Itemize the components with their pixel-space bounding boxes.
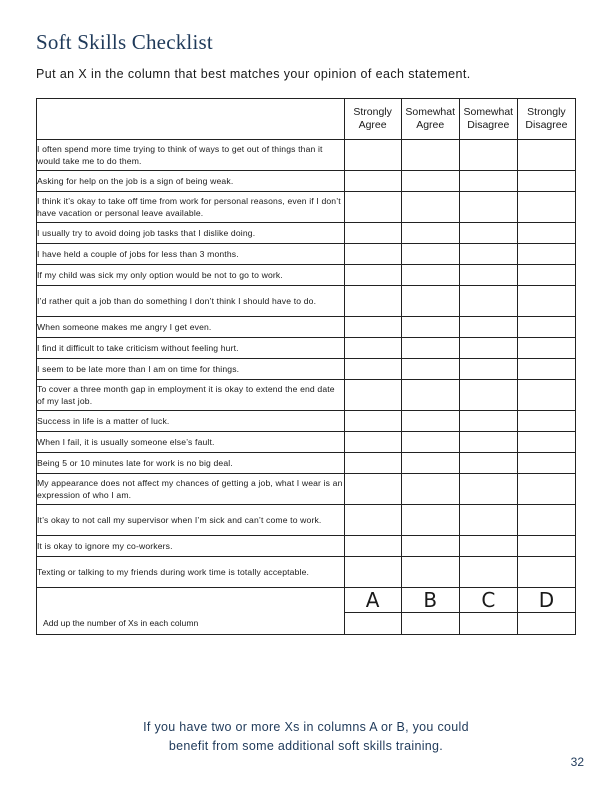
checkbox-cell[interactable] xyxy=(401,432,459,453)
statement-text: I find it difficult to take criticism without feeling hurt. xyxy=(37,338,345,359)
statement-text: I think it’s okay to take off time from work for personal reasons, even if I don’t have vacation or personal leave available. xyxy=(37,192,345,223)
column-letter-a: A xyxy=(344,588,401,613)
table-row xyxy=(37,244,576,265)
checkbox-cell[interactable] xyxy=(459,536,517,557)
checkbox-cell[interactable] xyxy=(459,359,517,380)
checkbox-cell[interactable] xyxy=(459,432,517,453)
checkbox-cell[interactable] xyxy=(459,453,517,474)
table-row xyxy=(37,223,576,244)
checkbox-cell[interactable] xyxy=(401,317,459,338)
statement-text: It is okay to ignore my co-workers. xyxy=(37,536,345,557)
column-header-strongly-disagree: Strongly Disagree xyxy=(517,99,575,140)
checkbox-cell[interactable] xyxy=(344,286,401,317)
statement-text: To cover a three month gap in employment it is okay to extend the end date of my last job. xyxy=(37,380,345,411)
column-header-somewhat-disagree: Somewhat Disagree xyxy=(459,99,517,140)
checkbox-cell[interactable] xyxy=(459,171,517,192)
total-cell-a[interactable] xyxy=(344,613,401,635)
statement-text: I often spend more time trying to think of ways to get out of things than it would take me to do them. xyxy=(37,140,345,171)
checkbox-cell[interactable] xyxy=(401,453,459,474)
checkbox-cell[interactable] xyxy=(517,536,575,557)
checkbox-cell[interactable] xyxy=(517,192,575,223)
checkbox-cell[interactable] xyxy=(459,338,517,359)
checkbox-cell[interactable] xyxy=(517,505,575,536)
checkbox-cell[interactable] xyxy=(517,223,575,244)
checkbox-cell[interactable] xyxy=(517,171,575,192)
checkbox-cell[interactable] xyxy=(344,192,401,223)
table-row xyxy=(37,359,576,380)
checkbox-cell[interactable] xyxy=(459,505,517,536)
table-row xyxy=(37,380,576,411)
checkbox-cell[interactable] xyxy=(517,432,575,453)
table-row xyxy=(37,557,576,588)
column-letter-d: D xyxy=(517,588,575,613)
checkbox-cell[interactable] xyxy=(401,536,459,557)
checkbox-cell[interactable] xyxy=(344,432,401,453)
checkbox-cell[interactable] xyxy=(344,244,401,265)
checkbox-cell[interactable] xyxy=(459,411,517,432)
statement-text: I seem to be late more than I am on time for things. xyxy=(37,359,345,380)
table-row xyxy=(37,265,576,286)
statement-text: When I fail, it is usually someone else’s fault. xyxy=(37,432,345,453)
statement-text: I’d rather quit a job than do something I don’t think I should have to do. xyxy=(37,286,345,317)
table-row xyxy=(37,171,576,192)
column-header-strongly-agree: Strongly Agree xyxy=(344,99,401,140)
table-row xyxy=(37,536,576,557)
statement-column-header xyxy=(37,99,345,140)
training-note xyxy=(0,718,612,756)
column-letter-c: C xyxy=(459,588,517,613)
checkbox-cell[interactable] xyxy=(517,380,575,411)
checkbox-cell[interactable] xyxy=(517,557,575,588)
checkbox-cell[interactable] xyxy=(401,474,459,505)
checkbox-cell[interactable] xyxy=(344,359,401,380)
checkbox-cell[interactable] xyxy=(459,286,517,317)
table-row xyxy=(37,140,576,171)
total-cell-d[interactable] xyxy=(517,613,575,635)
statement-text: Asking for help on the job is a sign of being weak. xyxy=(37,171,345,192)
table-row xyxy=(37,474,576,505)
statement-text: I usually try to avoid doing job tasks that I dislike doing. xyxy=(37,223,345,244)
column-letter-row xyxy=(37,588,576,613)
checkbox-cell[interactable] xyxy=(517,317,575,338)
checkbox-cell[interactable] xyxy=(401,557,459,588)
checkbox-cell[interactable] xyxy=(517,140,575,171)
table-row xyxy=(37,505,576,536)
checkbox-cell[interactable] xyxy=(344,265,401,286)
checkbox-cell[interactable] xyxy=(517,411,575,432)
checkbox-cell[interactable] xyxy=(344,557,401,588)
checkbox-cell[interactable] xyxy=(401,338,459,359)
table-row xyxy=(37,453,576,474)
checkbox-cell[interactable] xyxy=(517,286,575,317)
page-title: Soft Skills Checklist xyxy=(36,30,213,54)
checkbox-cell[interactable] xyxy=(401,411,459,432)
checkbox-cell[interactable] xyxy=(344,338,401,359)
checkbox-cell[interactable] xyxy=(344,171,401,192)
checkbox-cell[interactable] xyxy=(401,380,459,411)
checkbox-cell[interactable] xyxy=(517,474,575,505)
checkbox-cell[interactable] xyxy=(344,411,401,432)
checkbox-cell[interactable] xyxy=(517,244,575,265)
checkbox-cell[interactable] xyxy=(401,359,459,380)
table-row xyxy=(37,286,576,317)
checkbox-cell[interactable] xyxy=(344,474,401,505)
checkbox-cell[interactable] xyxy=(401,140,459,171)
statement-text: If my child was sick my only option would be not to go to work. xyxy=(37,265,345,286)
page-number: 32 xyxy=(570,755,584,769)
checkbox-cell[interactable] xyxy=(344,505,401,536)
column-letter-b: B xyxy=(401,588,459,613)
statement-text: I have held a couple of jobs for less than 3 months. xyxy=(37,244,345,265)
statement-text: Being 5 or 10 minutes late for work is no big deal. xyxy=(37,453,345,474)
checklist-table xyxy=(36,98,576,635)
instruction-text: Put an X in the column that best matches your opinion of each statement. xyxy=(36,67,471,81)
checkbox-cell[interactable] xyxy=(401,286,459,317)
checkbox-cell[interactable] xyxy=(401,265,459,286)
checkbox-cell[interactable] xyxy=(401,223,459,244)
checkbox-cell[interactable] xyxy=(459,317,517,338)
checkbox-cell[interactable] xyxy=(344,453,401,474)
checkbox-cell[interactable] xyxy=(517,338,575,359)
checkbox-cell[interactable] xyxy=(459,223,517,244)
training-note-line2: benefit from some additional soft skills training. xyxy=(168,739,444,753)
checkbox-cell[interactable] xyxy=(344,223,401,244)
checkbox-cell[interactable] xyxy=(459,380,517,411)
total-cell-c[interactable] xyxy=(459,613,517,635)
table-row xyxy=(37,411,576,432)
checkbox-cell[interactable] xyxy=(344,140,401,171)
checkbox-cell[interactable] xyxy=(459,244,517,265)
sum-label: Add up the number of Xs in each column xyxy=(37,588,345,635)
statement-text: When someone makes me angry I get even. xyxy=(37,317,345,338)
statement-text: It’s okay to not call my supervisor when I’m sick and can’t come to work. xyxy=(37,505,345,536)
checkbox-cell[interactable] xyxy=(459,557,517,588)
table-row xyxy=(37,338,576,359)
checkbox-cell[interactable] xyxy=(459,265,517,286)
statement-text: Texting or talking to my friends during work time is totally acceptable. xyxy=(37,557,345,588)
checkbox-cell[interactable] xyxy=(517,359,575,380)
training-note-line1: If you have two or more Xs in columns A or B, you could xyxy=(143,720,469,734)
checkbox-cell[interactable] xyxy=(459,140,517,171)
checkbox-cell[interactable] xyxy=(401,505,459,536)
checkbox-cell[interactable] xyxy=(459,474,517,505)
checkbox-cell[interactable] xyxy=(401,244,459,265)
checkbox-cell[interactable] xyxy=(459,192,517,223)
checkbox-cell[interactable] xyxy=(344,317,401,338)
checkbox-cell[interactable] xyxy=(401,171,459,192)
statement-text: My appearance does not affect my chances of getting a job, what I wear is an expression of who I am. xyxy=(37,474,345,505)
table-row xyxy=(37,317,576,338)
total-cell-b[interactable] xyxy=(401,613,459,635)
table-row xyxy=(37,192,576,223)
column-header-somewhat-agree: Somewhat Agree xyxy=(401,99,459,140)
column-header-row xyxy=(37,99,576,140)
checkbox-cell[interactable] xyxy=(344,380,401,411)
statement-text: Success in life is a matter of luck. xyxy=(37,411,345,432)
table-row xyxy=(37,432,576,453)
checkbox-cell[interactable] xyxy=(344,536,401,557)
checkbox-cell[interactable] xyxy=(401,192,459,223)
checkbox-cell[interactable] xyxy=(517,265,575,286)
checkbox-cell[interactable] xyxy=(517,453,575,474)
